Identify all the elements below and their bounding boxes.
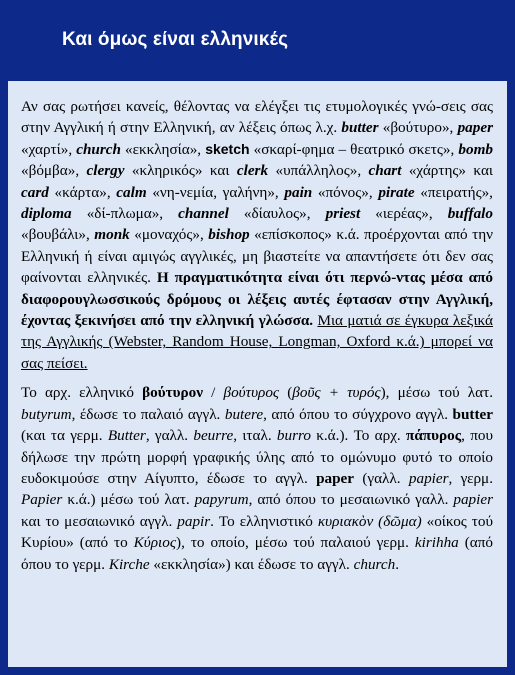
- text-segment: papier: [408, 469, 449, 487]
- text-segment: , γαλλ.: [145, 427, 194, 445]
- text-segment: «υπάλληλος»,: [268, 162, 369, 180]
- text-segment: bishop: [208, 226, 250, 244]
- text-segment: , από όπου το σύγχρονο αγγλ.: [263, 405, 453, 423]
- text-segment: και το μεσαιωνικό αγγλ.: [21, 512, 178, 530]
- text-segment: clerk: [236, 162, 269, 180]
- text-segment: «βουβάλι»,: [21, 226, 95, 244]
- text-segment: πάπυρος: [406, 427, 462, 445]
- text-segment: bomb: [458, 140, 493, 158]
- text-segment: Papier: [21, 491, 63, 509]
- text-segment: .: [395, 555, 400, 573]
- text-segment: κυριακὸν (δῶμα): [317, 512, 422, 530]
- text-segment: Kirche: [108, 555, 150, 573]
- text-segment: priest: [325, 205, 361, 223]
- text-segment: , έδωσε το παλαιό αγγλ.: [71, 405, 225, 423]
- text-segment: papir: [177, 512, 211, 530]
- paragraph-etymology: [21, 382, 493, 575]
- text-segment: butyrum: [21, 405, 72, 423]
- text-segment: chart: [368, 162, 402, 180]
- text-segment: calm: [116, 183, 147, 201]
- text-segment: paper: [316, 469, 355, 487]
- text-segment: Αν σας ρωτήσει κανείς, θέλοντας να ελέγξει τις ετυμολογικές γνώ-σεις σας στην Αγγλική ή στην Ελληνική, αν λέξεις όπως λ.χ.: [21, 98, 493, 137]
- text-segment: papier: [453, 491, 493, 509]
- text-segment: «πειρατής»,: [414, 183, 493, 201]
- text-segment: βούτυρος: [223, 384, 280, 402]
- text-segment: Butter: [107, 427, 146, 445]
- text-segment: «βόμβα»,: [21, 162, 87, 180]
- text-segment: kirihha: [414, 534, 459, 552]
- text-box: [8, 81, 507, 667]
- text-segment: «νη-νεμία, γαλήνη»,: [146, 183, 285, 201]
- text-segment: «εκκλησία»,: [120, 140, 206, 158]
- text-segment: , ιταλ.: [233, 427, 277, 445]
- text-segment: ), μέσω τού λατ.: [380, 384, 493, 402]
- text-segment: «κάρτα»,: [48, 183, 117, 201]
- text-segment: butter: [452, 405, 493, 423]
- text-segment: «χαρτί»,: [21, 140, 77, 158]
- text-segment: church: [76, 140, 121, 158]
- text-segment: «εκκλησία») και έδωσε το αγγλ.: [149, 555, 354, 573]
- text-segment: pain: [284, 183, 313, 201]
- text-segment: clergy: [86, 162, 125, 180]
- text-segment: (: [279, 384, 293, 402]
- text-segment: pirate: [378, 183, 415, 201]
- text-segment: (και τα γερμ.: [21, 427, 108, 445]
- text-segment: «επίσκοπος» κ.ά. προέρχονται από την Ελληνική ή είναι αμιγώς αγγλικές, μη βιαστείτε να απαντήσετε ότι δεν σας φαίνονται ελληνικές.: [21, 226, 493, 287]
- text-segment: sketch: [205, 140, 250, 157]
- text-segment: «βούτυρο»,: [378, 119, 458, 137]
- text-segment: «μοναχός»,: [129, 226, 209, 244]
- text-segment: «δίαυλος»,: [228, 205, 326, 223]
- text-segment: βοῦς + τυρός: [292, 384, 381, 402]
- text-segment: , που δήλωσε την πρώτη μορφή γραφικής ύλης από το ομώνυμο φυτό το οποίο ευδοκιμούσε στην Αίγυπτο, έδωσε το αγγλ.: [21, 427, 493, 487]
- text-segment: «δί-πλωμα»,: [71, 205, 179, 223]
- page-title: Και όμως είναι ελληνικές: [62, 29, 289, 50]
- text-segment: , από όπου το μεσαιωνικό γαλλ.: [248, 491, 454, 509]
- text-segment: «πόνος»,: [312, 183, 379, 201]
- text-segment: /: [202, 384, 224, 402]
- text-segment: (γαλλ.: [354, 469, 409, 487]
- text-segment: «σκαρί-φημα – θεατρικό σκετς»,: [249, 140, 459, 158]
- text-segment: monk: [94, 226, 130, 244]
- text-segment: ), το οποίο, μέσω τού παλαιού γερμ.: [176, 534, 415, 552]
- text-segment: κ.ά.). Το αρχ.: [310, 427, 406, 445]
- text-segment: church: [353, 555, 396, 573]
- text-segment: «κληρικός» και: [124, 162, 237, 180]
- text-segment: papyrum: [194, 491, 249, 509]
- text-segment: «οίκος τού Κυρίου» (από το: [21, 512, 493, 552]
- text-segment: diploma: [21, 205, 72, 223]
- text-segment: κ.ά.) μέσω τού λατ.: [62, 491, 195, 509]
- text-segment: βούτυρον: [142, 384, 203, 402]
- text-segment: (από όπου το γερμ.: [21, 534, 493, 573]
- text-segment: burro: [276, 427, 311, 445]
- text-segment: Μια ματιά σε έγκυρα λεξικά της Αγγλικής (Webster, Random House, Longman, Oxford κ.ά.) μπορεί να σας πείσει.: [21, 312, 494, 372]
- text-segment: Κύριος: [133, 534, 177, 552]
- text-segment: channel: [178, 205, 229, 223]
- text-segment: butter: [341, 119, 379, 137]
- text-segment: card: [21, 183, 49, 201]
- text-segment: «χάρτης» και: [401, 162, 493, 180]
- text-segment: «ιερέας»,: [360, 205, 448, 223]
- paragraph-intro: [21, 96, 493, 374]
- text-segment: . Το ελληνιστικό: [210, 512, 318, 530]
- text-segment: butere: [224, 405, 264, 423]
- text-segment: buffalo: [447, 205, 493, 223]
- text-segment: Το αρχ. ελληνικό: [21, 384, 143, 402]
- text-segment: beurre: [193, 427, 234, 445]
- text-segment: Η πραγματικότητα είναι ότι περνώ-ντας μέσα από διαφορουγλωσσικούς δρόμους οι λέξεις αυτές έφτασαν στην Αγγλική, έχοντας ξεκινήσει από την ελληνική γλώσσα.: [21, 269, 494, 330]
- text-segment: , γερμ.: [448, 469, 493, 487]
- text-segment: paper: [457, 119, 493, 137]
